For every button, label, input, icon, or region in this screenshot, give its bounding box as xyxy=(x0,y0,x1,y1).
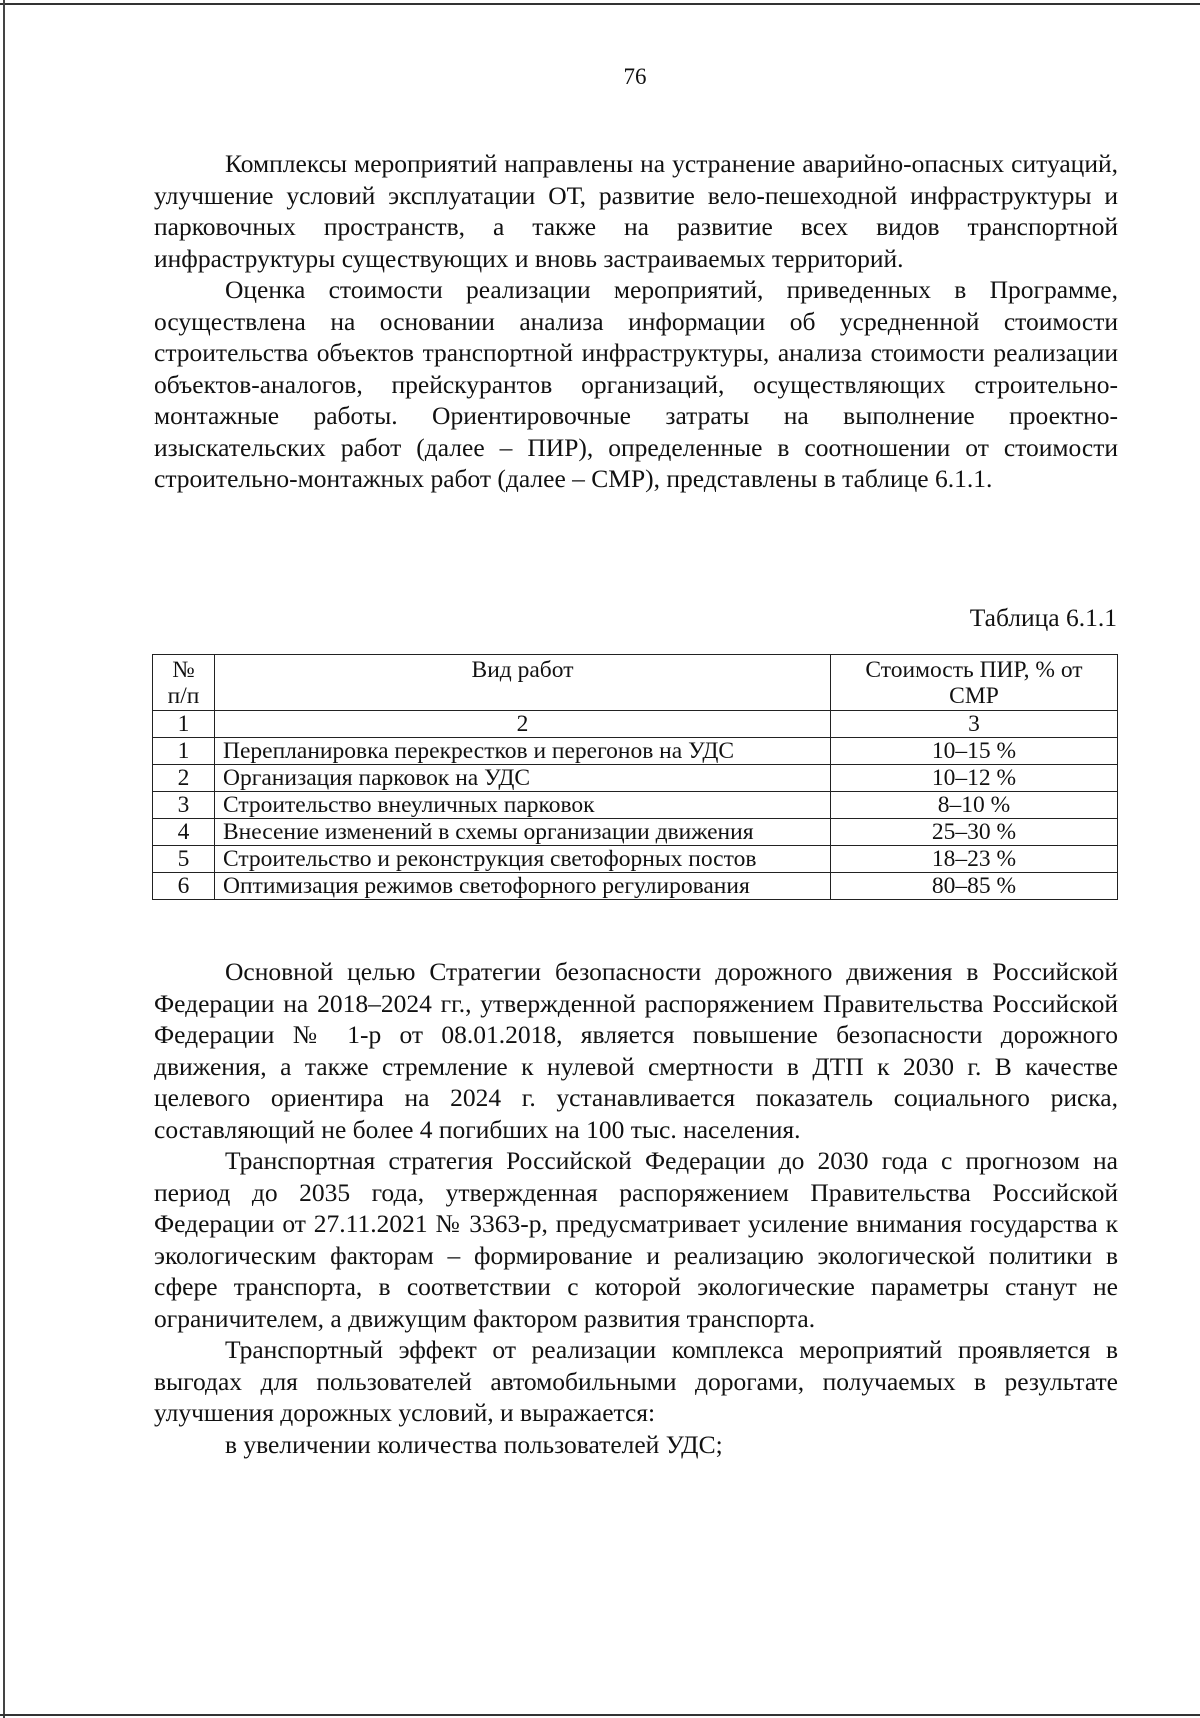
works-cost-table xyxy=(152,654,1118,900)
scan-border-left xyxy=(3,0,5,1718)
page-number: 76 xyxy=(623,64,647,89)
table-row xyxy=(153,846,1118,873)
row-cost: 18–23 % xyxy=(831,846,1118,873)
row-num: 6 xyxy=(153,873,215,900)
table-caption: Таблица 6.1.1 xyxy=(969,603,1117,632)
row-work-type: Организация парковок на УДС xyxy=(215,765,831,792)
table-row xyxy=(153,792,1118,819)
column-number: 1 xyxy=(153,711,215,738)
paragraph-transport-strategy: Транспортная стратегия Российской Федерации до 2030 года с прогнозом на период до 2035 года, утвержденная распоряжением Правительства Российской Федерации от 27.11.2021 № 3363-р, предусматривает усиление внимания государства к экологическим факторам – формирование и реализацию экологической политики в сфере транспорта, в соответствии с которой экологические параметры станут не ограничителем, а движущим фактором развития транспорта. xyxy=(154,1146,1118,1333)
row-num: 2 xyxy=(153,765,215,792)
row-work-type: Внесение изменений в схемы организации движения xyxy=(215,819,831,846)
table-row xyxy=(153,873,1118,900)
header-num: № п/п xyxy=(153,655,215,711)
paragraph-list-item: в увеличении количества пользователей УДС; xyxy=(225,1429,723,1459)
row-num: 4 xyxy=(153,819,215,846)
paragraph-safety-strategy: Основной целью Стратегии безопасности дорожного движения в Российской Федерации на 2018–2024 гг., утвержденной распоряжением Правительства Российской Федерации № 1-р от 08.01.2018, является повышение безопасности дорожного движения, а также стремление к нулевой смертности в ДТП к 2030 г. В качестве целевого ориентира на 2024 г. устанавливается показатель социального риска, составляющий не более 4 погибших на 100 тыс. населения. xyxy=(154,957,1118,1144)
paragraph-cost-estimate: Оценка стоимости реализации мероприятий, приведенных в Программе, осуществлена на основании анализа информации об усредненной стоимости строительства объектов транспортной инфраструктуры, анализа стоимости реализации объектов-аналогов, прейскурантов организаций, осуществляющих строительно-монтажные работы. Ориентировочные затраты на выполнение проектно-изыскательских работ (далее – ПИР), определенные в соотношении от стоимости строительно-монтажных работ (далее – СМР), представлены в таблице 6.1.1. xyxy=(154,275,1118,493)
row-cost: 10–12 % xyxy=(831,765,1118,792)
header-work-type: Вид работ xyxy=(215,655,831,711)
header-cost: Стоимость ПИР, % от СМР xyxy=(831,655,1118,711)
paragraph-measures: Комплексы мероприятий направлены на устранение аварийно-опасных ситуаций, улучшение условий эксплуатации ОТ, развитие вело-пешеходной инфраструктуры и парковочных пространств, а также на развитие всех видов транспортной инфраструктуры существующих и вновь застраиваемых территорий. xyxy=(154,149,1118,273)
row-work-type: Строительство внеуличных парковок xyxy=(215,792,831,819)
row-num: 5 xyxy=(153,846,215,873)
column-number: 2 xyxy=(215,711,831,738)
row-cost: 25–30 % xyxy=(831,819,1118,846)
row-num: 1 xyxy=(153,738,215,765)
table-row xyxy=(153,738,1118,765)
row-cost: 80–85 % xyxy=(831,873,1118,900)
table-row xyxy=(153,765,1118,792)
row-work-type: Строительство и реконструкция светофорных постов xyxy=(215,846,831,873)
row-work-type: Перепланировка перекрестков и перегонов на УДС xyxy=(215,738,831,765)
column-number: 3 xyxy=(831,711,1118,738)
scan-border-bottom xyxy=(0,1714,1200,1716)
table-header-row xyxy=(153,655,1118,711)
scan-border-top xyxy=(0,3,1200,5)
paragraph-transport-effect: Транспортный эффект от реализации комплекса мероприятий проявляется в выгодах для пользователей автомобильными дорогами, получаемых в результате улучшения дорожных условий, и выражается: xyxy=(154,1335,1118,1427)
table-column-numbers-row xyxy=(153,711,1118,738)
row-cost: 8–10 % xyxy=(831,792,1118,819)
row-num: 3 xyxy=(153,792,215,819)
row-work-type: Оптимизация режимов светофорного регулирования xyxy=(215,873,831,900)
row-cost: 10–15 % xyxy=(831,738,1118,765)
table-row xyxy=(153,819,1118,846)
strategy-text xyxy=(154,956,1118,1460)
intro-text xyxy=(154,148,1118,495)
